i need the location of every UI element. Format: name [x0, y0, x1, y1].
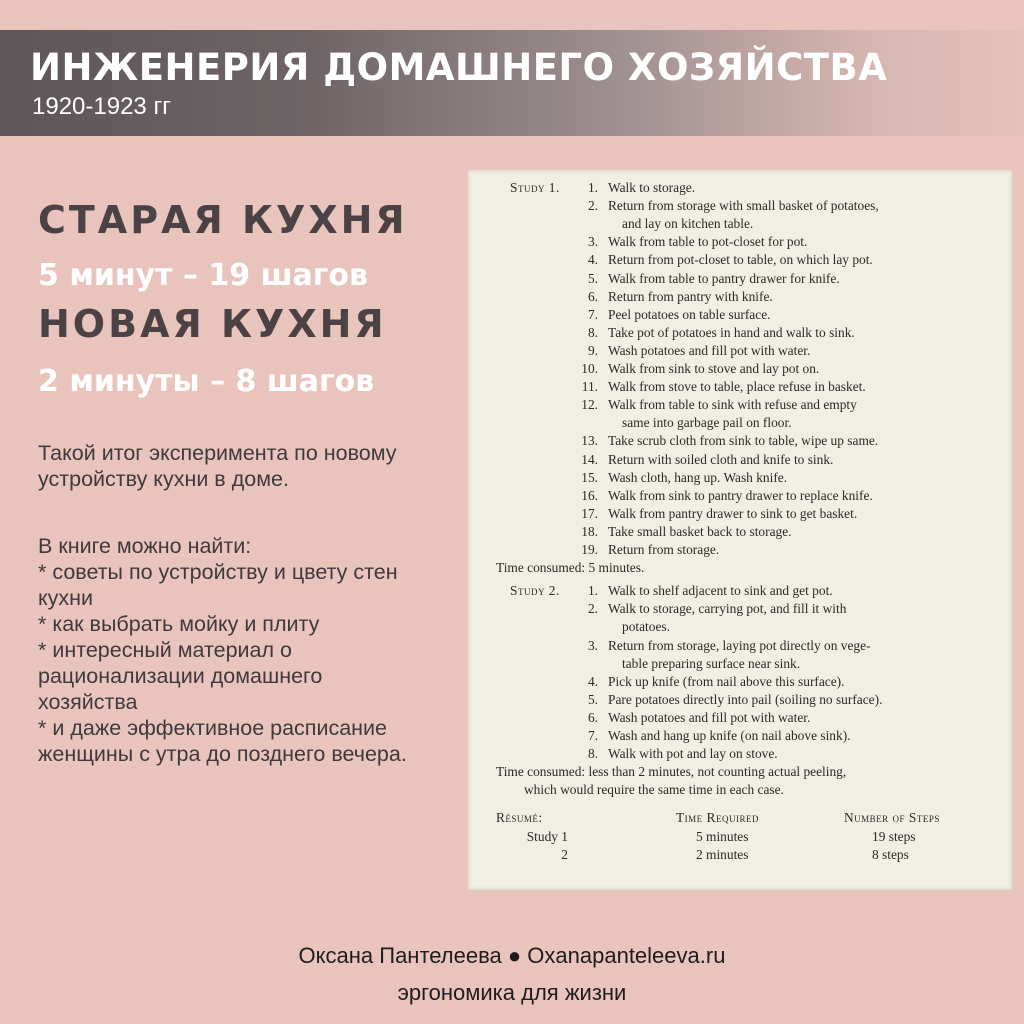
study-2-step-line: Pick up knife (from nail above this surface).	[608, 673, 845, 689]
old-kitchen-heading: СТАРАЯ КУХНЯ	[38, 198, 408, 242]
step-number: 4.	[587, 252, 598, 268]
step-number: 11.	[581, 379, 598, 395]
study-1-step-line: Return from pantry with knife.	[608, 288, 773, 304]
step-number: 10.	[581, 361, 598, 376]
study-1-step-line: Return with soiled cloth and knife to sink.	[608, 451, 834, 467]
step-number: 5.	[587, 691, 598, 707]
book-item: * интересный материал о рационализации домашнего хозяйства	[38, 638, 323, 714]
study-1-step-line: Walk from table to pantry drawer for knife.	[608, 270, 840, 286]
study-2-step-line: Pare potatoes directly into pail (soiling no surface).	[608, 691, 883, 707]
step-number: 2.	[587, 601, 598, 617]
study-1-step-line: Return from storage with small basket of potatoes,	[608, 198, 879, 214]
study-2-step-line: Wash and hang up knife (on nail above sink).	[608, 728, 851, 743]
resume-label: Résumé:	[496, 810, 543, 826]
book-page-scan	[468, 170, 1012, 890]
resume-col-steps: Number of Steps	[844, 810, 940, 826]
study-1-step-line: Return from storage.	[608, 542, 720, 557]
study-2-step-line: table preparing surface near sink.	[622, 655, 801, 671]
study-1-step-line: Take pot of potatoes in hand and walk to sink.	[608, 324, 855, 340]
step-number: 18.	[581, 523, 598, 539]
book-item: * и даже эффективное расписание женщины с утра до позднего вечера.	[38, 716, 407, 766]
tagline: эргономика для жизни	[397, 980, 627, 1005]
study-1-step-line: Walk from stove to table, place refuse in basket.	[608, 379, 866, 395]
book-item: * как выбрать мойку и плиту	[38, 612, 320, 636]
step-number: 3.	[587, 234, 598, 250]
study-1-step-line: Take scrub cloth from sink to table, wipe up same.	[608, 433, 879, 449]
study-1-step-line: Walk from table to sink with refuse and empty	[608, 397, 857, 413]
study-1-time: Time consumed: 5 minutes.	[496, 560, 645, 576]
study-1-step-line: Walk from sink to stove and lay pot on.	[608, 361, 820, 376]
study-2-step-line: Walk to shelf adjacent to sink and get pot.	[608, 583, 833, 599]
page-title: ИНЖЕНЕРИЯ ДОМАШНЕГО ХОЗЯЙСТВА	[30, 46, 888, 89]
study-1-step-line: Walk from table to pot-closet for pot.	[608, 234, 808, 250]
new-kitchen-stats: 2 минуты – 8 шагов	[38, 364, 375, 399]
step-number: 4.	[587, 673, 598, 689]
study-2-time: which would require the same time in each case.	[524, 782, 784, 798]
book-heading: В книге можно найти:	[38, 534, 252, 558]
step-number: 14.	[581, 451, 598, 467]
study-1-step-line: Walk from sink to pantry drawer to replace knife.	[608, 487, 873, 503]
resume-steps: 8 steps	[872, 846, 909, 862]
step-number: 3.	[587, 637, 598, 653]
study-1-step-line: Wash potatoes and fill pot with water.	[608, 342, 811, 358]
old-kitchen-stats: 5 минут – 19 шагов	[38, 258, 368, 293]
resume-study: 2	[561, 846, 568, 862]
step-number: 6.	[587, 709, 598, 725]
step-number: 17.	[581, 505, 598, 521]
author-credit: Оксана Пантелеева ● Oxanapanteleeva.ru	[298, 943, 726, 968]
study-1-step-line: Walk to storage.	[608, 180, 696, 195]
step-number: 8.	[587, 746, 598, 762]
resume-time: 2 minutes	[696, 846, 749, 862]
book-item: * советы по устройству и цвету стен кухни	[38, 560, 398, 610]
study-2-step-line: potatoes.	[622, 619, 670, 635]
study-1-step-line: same into garbage pail on floor.	[622, 415, 792, 431]
study-1-step-line: and lay on kitchen table.	[622, 216, 754, 232]
study-2-label: Study 2.	[510, 583, 560, 599]
step-number: 2.	[587, 198, 598, 214]
study-2-step-line: Walk to storage, carrying pot, and fill it with	[608, 601, 847, 617]
step-number: 9.	[587, 342, 598, 358]
step-number: 15.	[581, 469, 598, 485]
step-number: 8.	[587, 324, 598, 340]
step-number: 7.	[587, 728, 598, 743]
study-1-step-line: Peel potatoes on table surface.	[608, 306, 771, 322]
step-number: 1.	[587, 180, 598, 195]
study-1-label: Study 1.	[510, 180, 560, 195]
step-number: 7.	[587, 306, 598, 322]
study-1-step-line: Take small basket back to storage.	[608, 523, 792, 539]
study-1-step-line: Walk from pantry drawer to sink to get basket.	[608, 505, 858, 521]
intro-text: Такой итог эксперимента по новому устройству кухни в доме.	[38, 441, 397, 491]
step-number: 5.	[587, 270, 598, 286]
resume-col-time: Time Required	[676, 810, 759, 826]
study-1-step-line: Wash cloth, hang up. Wash knife.	[608, 469, 788, 485]
resume-steps: 19 steps	[872, 828, 916, 844]
book-contents	[38, 533, 468, 767]
new-kitchen-heading: НОВАЯ КУХНЯ	[38, 302, 387, 346]
step-number: 19.	[581, 542, 598, 557]
study-2-time: Time consumed: less than 2 minutes, not counting actual peeling,	[496, 764, 847, 780]
study-2-step-line: Wash potatoes and fill pot with water.	[608, 709, 811, 725]
resume-study: Study 1	[526, 828, 568, 844]
step-number: 12.	[581, 397, 598, 413]
step-number: 13.	[581, 433, 598, 449]
study-2-step-line: Walk with pot and lay on stove.	[608, 746, 778, 762]
study-2-step-line: Return from storage, laying pot directly on vege-	[608, 637, 871, 653]
years-subtitle: 1920-1923 гг	[32, 93, 171, 120]
step-number: 1.	[587, 583, 598, 599]
step-number: 16.	[581, 487, 598, 503]
study-1-step-line: Return from pot-closet to table, on which lay pot.	[608, 252, 873, 268]
step-number: 6.	[587, 288, 598, 304]
resume-time: 5 minutes	[696, 828, 749, 844]
